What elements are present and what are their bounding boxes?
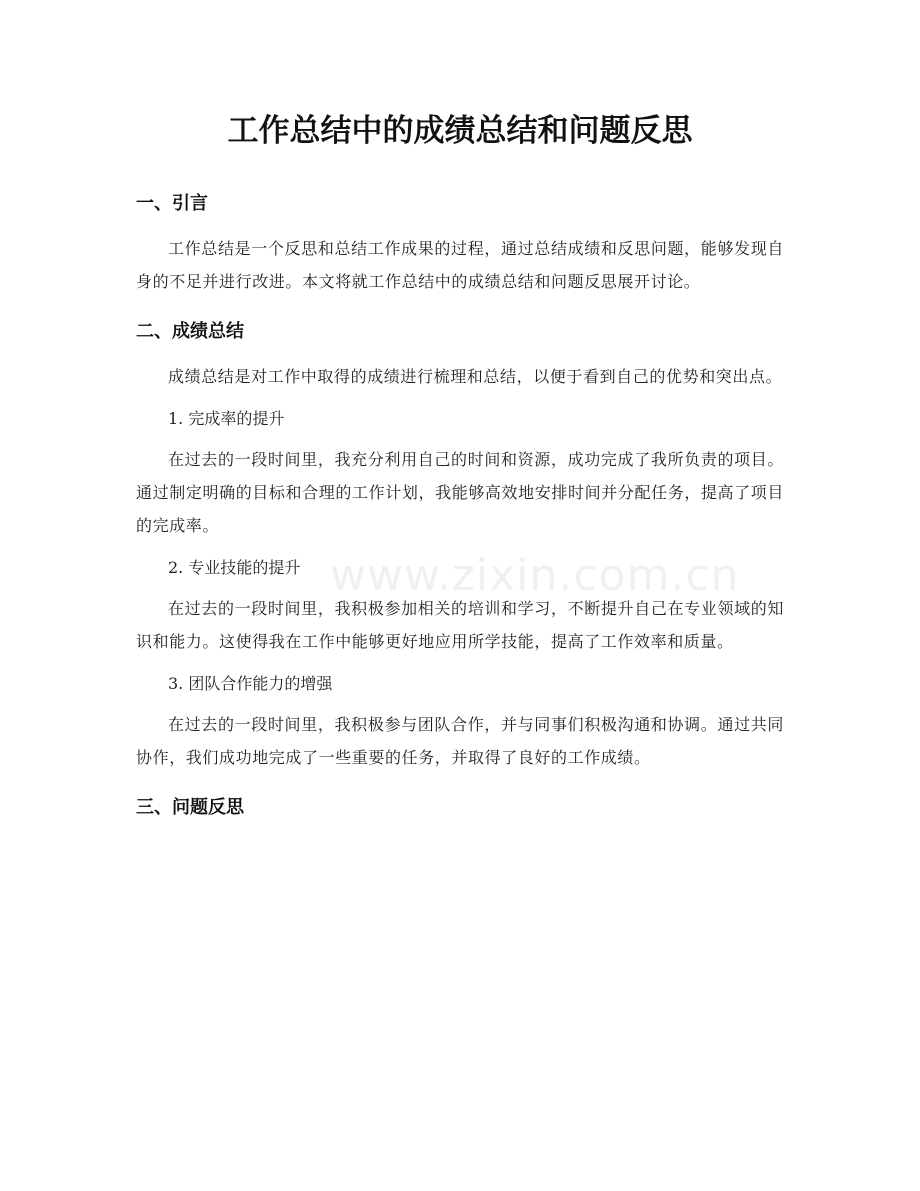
section-heading-achievements: 二、成绩总结 [136,321,244,342]
section-heading-intro: 一、引言 [136,193,208,214]
completion-rate-paragraph: 在过去的一段时间里，我充分利用自己的时间和资源，成功完成了我所负责的项目。通过制定明确的目标和合理的工作计划，我能够高效地安排时间并分配任务，提高了项目的完成率。 [136,450,784,535]
intro-paragraph: 工作总结是一个反思和总结工作成果的过程，通过总结成绩和反思问题，能够发现自身的不足并进行改进。本文将就工作总结中的成绩总结和问题反思展开讨论。 [136,239,784,291]
achievements-paragraph: 成绩总结是对工作中取得的成绩进行梳理和总结，以便于看到自己的优势和突出点。 [168,367,783,386]
subheading-professional-skills: 2. 专业技能的提升 [168,558,301,577]
section-heading-reflection: 三、问题反思 [136,797,244,818]
watermark-text: www.zixin.com.cn [330,550,740,601]
page-title: 工作总结中的成绩总结和问题反思 [227,113,693,149]
professional-skills-paragraph: 在过去的一段时间里，我积极参加相关的培训和学习，不断提升自己在专业领域的知识和能力。这使得我在工作中能够更好地应用所学技能，提高了工作效率和质量。 [136,599,784,651]
subheading-teamwork: 3. 团队合作能力的增强 [168,674,333,693]
subheading-completion-rate: 1. 完成率的提升 [168,409,285,428]
teamwork-paragraph: 在过去的一段时间里，我积极参与团队合作，并与同事们积极沟通和协调。通过共同协作，我们成功地完成了一些重要的任务，并取得了良好的工作成绩。 [136,715,784,767]
